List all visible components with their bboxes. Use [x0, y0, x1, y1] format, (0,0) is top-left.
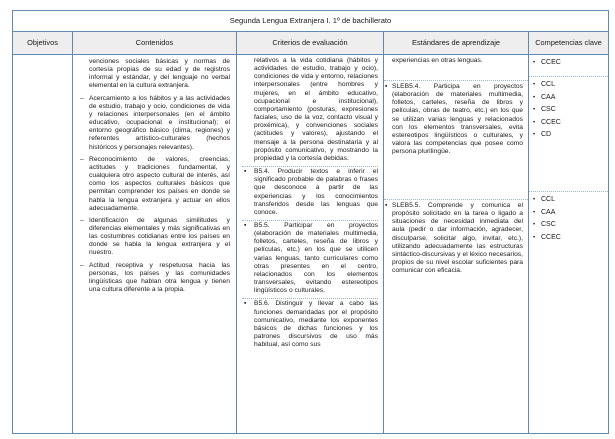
- estandar-text: SLEB5.4. Participa en proyectos (elaboración de materiales multimedia, folletos, carteles, reseña de libros y películas, obras de teatro, etc.) en los que se utilizan varias lenguas y relacionados con los elementos transversales, evita estereotipos lingüísticos o culturales, y valora las competencias que posee como persona plurilingüe.: [392, 83, 523, 156]
- list-item: [81, 262, 230, 295]
- contenidos-item-text: Actitud receptiva y respetuosa hacia las personas, los países y las comunidades lingüísticas que hablan otra lengua y tienen una cultura diferente a la propia.: [89, 261, 230, 294]
- table-title: Segunda Lengua Extranjera I. 1º de bachillerato: [13, 11, 609, 32]
- dash-bullet: –: [80, 155, 84, 163]
- contenidos-item-text: Identificación de algunas similitudes y diferencias elementales y más significativas en las costumbres cotidianas entre los países en donde se habla la lengua extranjera y el nuestro.: [89, 216, 230, 257]
- curriculum-table: [12, 10, 609, 434]
- objetivos-cell: [13, 55, 73, 434]
- square-bullet: ▪: [244, 300, 247, 308]
- contenidos-intro: venciones sociales básicas y normas de cortesía propias de su edad y de registros informal y estándar, y del lenguaje no verbal elemental en la cultura extranjera.: [89, 58, 230, 90]
- list-item: [242, 222, 378, 299]
- title-row: [13, 11, 609, 32]
- criterio-text: B5.4. Producir textos e inferir el significado probable de palabras o frases que desconoce a partir de las experiencias y los conocimientos transferidos desde las lenguas que conoce.: [254, 168, 378, 216]
- contenidos-item-text: Acercamiento a los hábitos y a las actividades de estudio, trabajo y ocio, condiciones de vida y relaciones interpersonales (en el ámbito educativo, ocupacional e institucional); el entorno geográfico básico (clima, regiones) y referentes artístico-culturales (hechos históricos y personajes relevantes).: [89, 94, 230, 151]
- square-bullet: ▪: [244, 221, 247, 229]
- square-bullet: ▪: [385, 83, 388, 90]
- competencia-item: • CCEC: [533, 57, 604, 70]
- content-row: [13, 55, 609, 434]
- contenidos-item-text: Reconocimiento de valores, creencias, actitudes y tradiciones fundamental, y cualquiera otro aspecto cultural de interés, así como los aspectos culturales básicos que permitan comprender los países en donde se habla la lengua extranjera y actuar en ellos adecuadamente.: [89, 155, 230, 212]
- dash-bullet: –: [80, 94, 84, 102]
- header-objetivos: Objetivos: [13, 32, 73, 55]
- criterio-text: B5.6. Distinguir y llevar a cabo las funciones demandadas por el propósito comunicativo, mediante los exponentes básicos de dichas funciones y los patrones discursivos de uso más habitual, así como sus: [254, 300, 378, 349]
- competencia-item: • CCL: [533, 79, 604, 92]
- competencia-item: • CCEC: [533, 232, 604, 245]
- competencias-group-3: [529, 192, 608, 244]
- list-item: [384, 200, 528, 279]
- competencia-item: • CAA: [533, 92, 604, 105]
- list-item: [242, 168, 378, 221]
- competencias-cell: [529, 55, 609, 434]
- header-competencias: Competencias clave: [529, 32, 609, 55]
- competencia-item: • CAA: [533, 207, 604, 220]
- competencias-group-1: [529, 55, 608, 77]
- competencia-item: • CCL: [533, 194, 604, 207]
- dash-bullet: –: [80, 261, 84, 269]
- criterios-intro: relativos a la vida cotidiana (hábitos y actividades de estudio, trabajo y ocio), condiciones de vida y entorno, relaciones interpersonales (entre hombres y mujeres, en el ámbito educativo, ocupacional e institucional), comportamiento (posturas, expresiones faciales, uso de la voz, contacto visual y proxémica), y convenciones sociales (actitudes y valores), ajustando el mensaje a la persona destinataria y al propósito comunicativo, y mostrando la propiedad y la cortesía debidas.: [242, 57, 378, 167]
- competencia-item: • CD: [533, 129, 604, 142]
- square-bullet: ▪: [385, 202, 388, 209]
- contenidos-cell: [73, 55, 237, 434]
- criterios-cell: [237, 55, 384, 434]
- list-item: [81, 156, 230, 213]
- competencia-item: • CSC: [533, 219, 604, 232]
- header-criterios: Criterios de evaluación: [237, 32, 384, 55]
- estandares-cell: [384, 55, 529, 434]
- list-item: [81, 217, 230, 258]
- estandares-intro: experiencias en otras lenguas.: [384, 55, 528, 81]
- competencia-item: • CSC: [533, 104, 604, 117]
- list-item: [384, 81, 528, 200]
- dash-bullet: –: [80, 216, 84, 224]
- competencias-group-2: [529, 77, 608, 192]
- competencia-item: • CCEC: [533, 117, 604, 130]
- list-item: [242, 300, 378, 352]
- header-contenidos: Contenidos: [73, 32, 237, 55]
- header-row: [13, 32, 609, 55]
- criterio-text: B5.5. Participar en proyectos (elaboración de materiales multimedia, folletos, carteles, reseña de libros y películas, etc.) en los que se utilicen varias lenguas, tanto curriculares como otras presentes en el centro, relacionados con los elementos transversales, evitando estereotipos lingüísticos o culturales.: [254, 221, 378, 295]
- square-bullet: ▪: [244, 168, 247, 176]
- list-item: [81, 95, 230, 152]
- header-estandares: Estándares de aprendizaje: [384, 32, 529, 55]
- estandar-text: SLEB5.5. Comprende y comunica el propósito solicitado en la tarea o ligado a situaciones de necesidad inmediata del aula (pedir o dar información, agradecer, disculparse, solicitar algo, invitar, etc.), utilizando adecuadamente las estructuras sintáctico-discursivas y el léxico necesarios, propios de su nivel escolar suficientes para comunicar con eficacia.: [392, 202, 523, 275]
